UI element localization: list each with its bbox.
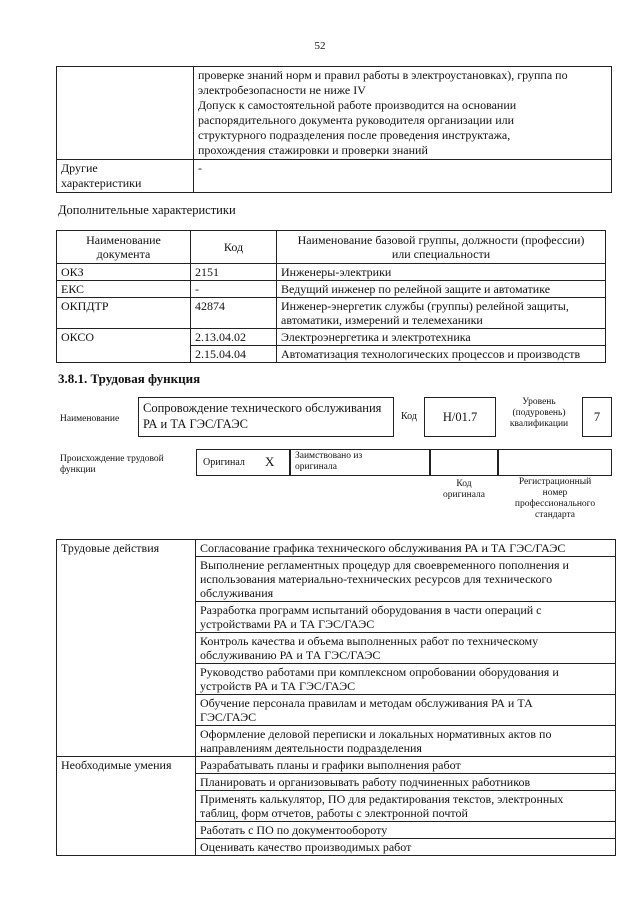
requirements-text: [194, 67, 612, 160]
text-line: прохождения стажировки и проверки знаний: [198, 143, 428, 157]
text-line: Согласование графика технического обслуживания РА и ТА ГЭС/ГАЭС: [200, 541, 566, 555]
cell-name: [277, 298, 606, 329]
cell-code: 2151: [191, 264, 277, 281]
qualification-requirements-table: [56, 66, 612, 193]
cell-doc: ОКСО: [57, 329, 191, 363]
original-box: [196, 449, 290, 476]
origin-label: [60, 454, 164, 476]
cell-code: 42874: [191, 298, 277, 329]
page-number: 52: [314, 40, 326, 52]
registration-caption: [498, 477, 612, 521]
text-line: ГЭС/ГАЭС: [200, 710, 257, 724]
text-line: функции: [60, 465, 96, 475]
text-line: или специальности: [391, 247, 491, 261]
text-line: характеристики: [61, 176, 142, 190]
text-line: Инженер-энергетик службы (группы) релейной защиты,: [281, 299, 569, 313]
required-skill-item: [196, 757, 616, 774]
text-line: проверке знаний норм и правил работы в электроустановках), группа по: [198, 68, 568, 82]
required-skill-item: [196, 774, 616, 791]
original-mark: X: [265, 454, 275, 469]
text-line: Обучение персонала правилам и методам обслуживания РА и ТА: [200, 696, 533, 710]
text-line: обслуживанию РА и ТА ГЭС/ГАЭС: [200, 648, 381, 662]
text-line: Планировать и организовывать работу подчиненных работников: [200, 775, 531, 789]
empty-label-cell: [57, 67, 194, 160]
cell-doc: ОКЗ: [57, 264, 191, 281]
labor-action-item: [196, 664, 616, 695]
cell-name: Ведущий инженер по релейной защите и автоматике: [277, 281, 606, 298]
text-line: квалификации: [509, 419, 569, 429]
required-skill-item: [196, 791, 616, 822]
labor-action-item: [196, 695, 616, 726]
level-label: [498, 397, 580, 430]
cell-name: Инженеры-электрики: [277, 264, 606, 281]
text-line: РА и ТА ГЭС/ГАЭС: [143, 417, 248, 431]
cell-code: -: [191, 281, 277, 298]
other-characteristics-value: -: [194, 160, 612, 193]
code-label: Код: [401, 411, 417, 422]
other-characteristics-label: [57, 160, 194, 193]
name-label: Наименование: [60, 414, 120, 424]
text-line: Другие: [61, 161, 98, 175]
labor-action-item: [196, 540, 616, 557]
text-line: электробезопасности не ниже IV: [198, 83, 366, 97]
text-line: Применять калькулятор, ПО для редактирования текстов, электронных: [200, 792, 564, 806]
text-line: Разрабатывать планы и графики выполнения работ: [200, 758, 461, 772]
text-line: устройствами РА и ТА ГЭС/ГАЭС: [200, 617, 375, 631]
header-name: [277, 231, 606, 264]
cell-name: Электроэнергетика и электротехника: [277, 329, 606, 346]
text-line: Регистрационный: [518, 477, 592, 487]
table-row: [57, 540, 616, 557]
text-line: стандарта: [535, 510, 575, 520]
additional-characteristics-title: Дополнительные характеристики: [58, 203, 236, 217]
text-line: направлениям деятельности подразделения: [200, 741, 422, 755]
original-code-caption: [430, 479, 498, 501]
cell-name: Автоматизация технологических процессов и производств: [277, 346, 606, 363]
text-line: Сопровождение технического обслуживания: [143, 401, 382, 415]
labor-action-item: [196, 602, 616, 633]
table-row: [57, 298, 606, 329]
text-line: профессионального: [514, 499, 596, 509]
borrowed-box: [290, 449, 430, 476]
text-line: устройств РА и ТА ГЭС/ГАЭС: [200, 679, 356, 693]
cell-doc: ЕКС: [57, 281, 191, 298]
cell-doc: ОКПДТР: [57, 298, 191, 329]
text-line: Заимствовано из: [295, 451, 363, 461]
text-line: номер: [542, 488, 568, 498]
header-code: Код: [191, 231, 277, 264]
required-skill-label: Необходимые умения: [57, 757, 196, 856]
table-row: [57, 329, 606, 346]
text-line: автоматики, измерений и телемеханики: [281, 313, 483, 327]
text-line: Руководство работами при комплексном опробовании оборудования и: [200, 665, 559, 679]
additional-characteristics-table: [56, 230, 606, 363]
text-line: Код: [456, 479, 472, 489]
text-line: таблиц, форм отчетов, работы с электронной почтой: [200, 806, 468, 820]
actions-skills-table: [56, 539, 616, 856]
labor-action-label: Трудовые действия: [57, 540, 196, 757]
table-row: [57, 757, 616, 774]
required-skill-item: [196, 839, 616, 856]
original-label: Оригинал: [203, 457, 245, 468]
labor-action-item: [196, 726, 616, 757]
cell-code: 2.15.04.04: [191, 346, 277, 363]
text-line: Оформление деловой переписки и локальных нормативных актов по: [200, 727, 552, 741]
text-line: Допуск к самостоятельной работе производится на основании: [198, 98, 517, 112]
section-title: 3.8.1. Трудовая функция: [58, 371, 201, 386]
header-document: [57, 231, 191, 264]
text-line: документа: [96, 247, 151, 261]
function-code-box: H/01.7: [424, 397, 496, 437]
text-line: Контроль качества и объема выполненных работ по техническому: [200, 634, 539, 648]
text-line: использования материально-технических ресурсов для технического: [200, 572, 553, 586]
table-row: [57, 264, 606, 281]
level-value-box: 7: [582, 397, 612, 437]
text-line: Оценивать качество производимых работ: [200, 840, 412, 854]
text-line: Работать с ПО по документообороту: [200, 823, 388, 837]
text-line: оригинала: [443, 490, 485, 500]
function-name-box: [138, 397, 394, 437]
text-line: обслуживания: [200, 586, 274, 600]
text-line: (подуровень): [512, 408, 566, 418]
table-row: [57, 281, 606, 298]
text-line: Происхождение трудовой: [60, 454, 164, 464]
required-skill-item: [196, 822, 616, 839]
text-line: оригинала: [295, 462, 337, 472]
text-line: распорядительного документа руководителя организации или: [198, 113, 515, 127]
labor-action-item: [196, 557, 616, 602]
text-line: Выполнение регламентных процедур для своевременного пополнения и: [200, 558, 569, 572]
text-line: Уровень: [522, 397, 556, 407]
cell-code: 2.13.04.02: [191, 329, 277, 346]
labor-action-item: [196, 633, 616, 664]
original-code-box: [430, 449, 498, 476]
text-line: структурного подразделения после проведения инструктажа,: [198, 128, 511, 142]
registration-number-box: [498, 449, 612, 476]
text-line: Наименование: [86, 233, 161, 247]
text-line: Разработка программ испытаний оборудования в части операций с: [200, 603, 542, 617]
text-line: Наименование базовой группы, должности (профессии): [297, 233, 585, 247]
